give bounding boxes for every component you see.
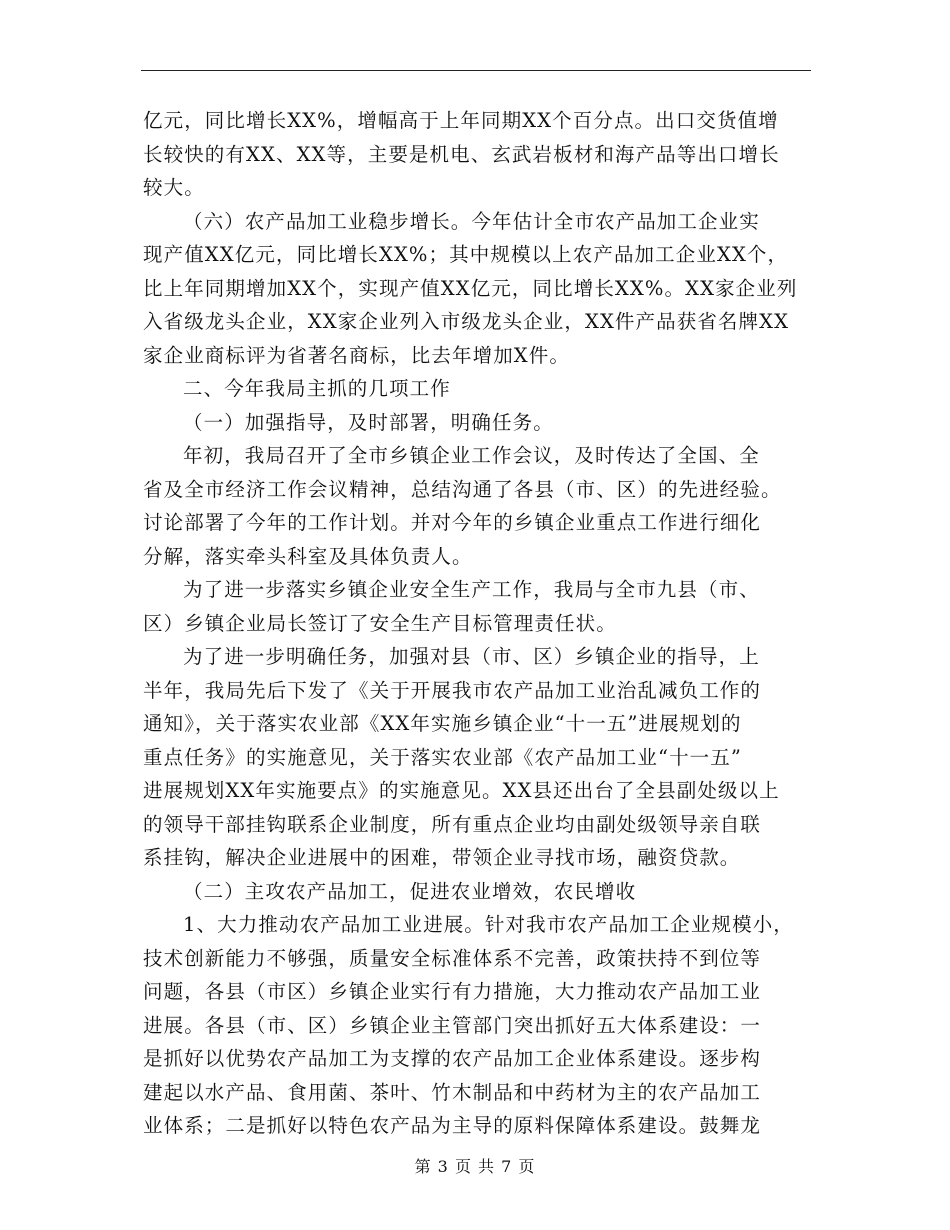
text-line: 讨论部署了今年的工作计划。并对今年的乡镇企业重点工作进行细化 xyxy=(143,511,762,534)
text-line: 较大。 xyxy=(143,176,205,199)
text-line: 为了进一步落实乡镇企业安全生产工作，我局与全市九县（市、 xyxy=(183,578,760,601)
page-footer: 第 3 页 共 7 页 xyxy=(414,1157,536,1176)
text-line: （二）主攻农产品加工，促进农业增效，农民增收 xyxy=(183,879,637,903)
text-line: 分解，落实牵头科室及具体负责人。 xyxy=(143,544,473,568)
text-line: 1、大力推动农产品加工业进展。针对我市农产品加工企业规模小， xyxy=(183,913,794,936)
text-line: 比上年同期增加XX个，实现产值XX亿元，同比增长XX%。XX家企业列 xyxy=(143,276,798,300)
text-line: 长较快的有XX、XX等，主要是机电、玄武岩板材和海产品等出口增长 xyxy=(143,142,780,166)
text-line: （一）加强指导，及时部署，明确任务。 xyxy=(183,410,554,434)
text-line: 入省级龙头企业，XX家企业列入市级龙头企业，XX件产品获省名牌XX xyxy=(143,310,790,333)
text-line: 业体系；二是抓好以特色农产品为主导的原料保障体系建设。鼓舞龙 xyxy=(143,1114,762,1137)
text-line: 的领导干部挂钩联系企业制度，所有重点企业均由副处级领导亲自联 xyxy=(143,812,762,836)
text-line: 建起以水产品、食用菌、茶叶、竹木制品和中药材为主的农产品加工 xyxy=(143,1080,762,1104)
text-line: 技术创新能力不够强，质量安全标准体系不完善，政策扶持不到位等 xyxy=(143,946,762,970)
text-line: 省及全市经济工作会议精神，总结沟通了各县（市、区）的先进经验。 xyxy=(143,477,782,501)
text-line: 问题，各县（市区）乡镇企业实行有力措施，大力推动农产品加工业 xyxy=(143,980,762,1003)
text-line: 现产值XX亿元，同比增长XX%；其中规模以上农产品加工企业XX个， xyxy=(143,243,789,266)
text-line: 二、今年我局主抓的几项工作 xyxy=(183,377,451,400)
text-line: （六）农产品加工业稳步增长。今年估计全市农产品加工企业实 xyxy=(183,209,760,233)
text-line: 年初，我局召开了全市乡镇企业工作会议，及时传达了全国、全 xyxy=(183,444,760,467)
text-line: 区）乡镇企业局长签订了安全生产目标管理责任状。 xyxy=(143,611,617,635)
text-line: 重点任务》的实施意见，关于落实农业部《农产品加工业“十一五” xyxy=(143,745,742,769)
text-line: 进展。各县（市、区）乡镇企业主管部门突出抓好五大体系建设：一 xyxy=(143,1013,762,1037)
document-body xyxy=(143,104,813,1143)
text-line: 亿元，同比增长XX%，增幅高于上年同期XX个百分点。出口交货值增 xyxy=(143,109,779,132)
text-line: 通知》，关于落实农业部《XX年实施乡镇企业“十一五”进展规划的 xyxy=(143,712,742,735)
text-line: 是抓好以优势农产品加工为支撑的农产品加工企业体系建设。逐步构 xyxy=(143,1047,762,1070)
text-line: 为了进一步明确任务，加强对县（市、区）乡镇企业的指导，上 xyxy=(183,645,760,668)
text-line: 进展规划XX年实施要点》的实施意见。XX县还出台了全县副处级以上 xyxy=(143,779,780,802)
text-line: 半年，我局先后下发了《关于开展我市农产品加工业治乱减负工作的 xyxy=(143,678,762,702)
header-rule xyxy=(141,70,811,71)
text-line: 家企业商标评为省著名商标，比去年增加X件。 xyxy=(143,343,570,367)
text-line: 系挂钩，解决企业进展中的困难，带领企业寻找市场，融资贷款。 xyxy=(143,846,741,869)
